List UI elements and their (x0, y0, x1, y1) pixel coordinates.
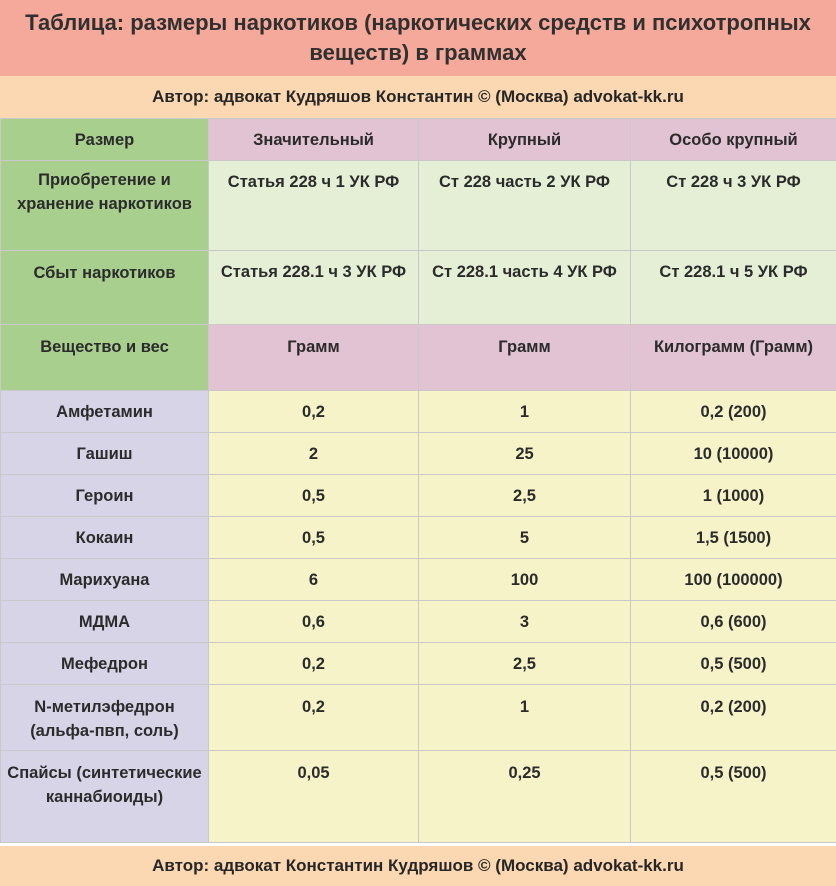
substance-name: МДМА (1, 601, 209, 643)
article-value: Ст 228.1 ч 5 УК РФ (631, 251, 836, 325)
article-value: Ст 228 ч 3 УК РФ (631, 161, 836, 251)
unit-value: Грамм (209, 325, 419, 391)
substance-value: 0,2 (209, 391, 419, 433)
header-significant: Значительный (209, 119, 419, 161)
unit-value: Грамм (419, 325, 631, 391)
substance-value: 5 (419, 517, 631, 559)
author-line-bottom: Автор: адвокат Константин Кудряшов © (Москва) advokat-kk.ru (0, 846, 836, 886)
substance-value: 25 (419, 433, 631, 475)
substance-name: Кокаин (1, 517, 209, 559)
substance-name: Спайсы (синтетические каннабиоиды) (1, 751, 209, 843)
substance-name: Марихуана (1, 559, 209, 601)
substance-value: 0,25 (419, 751, 631, 843)
substance-value: 0,2 (209, 685, 419, 751)
substance-value: 3 (419, 601, 631, 643)
header-row (1, 119, 836, 161)
article-label: Сбыт наркотиков (1, 251, 209, 325)
substance-name: Амфетамин (1, 391, 209, 433)
substance-value: 10 (10000) (631, 433, 836, 475)
substance-value: 0,6 (600) (631, 601, 836, 643)
substance-row (1, 433, 836, 475)
substance-value: 0,2 (209, 643, 419, 685)
substance-name: N-метилэфедрон (альфа-пвп, соль) (1, 685, 209, 751)
header-label: Размер (1, 119, 209, 161)
substance-row (1, 751, 836, 843)
substance-value: 2 (209, 433, 419, 475)
substance-value: 2,5 (419, 475, 631, 517)
substance-value: 0,6 (209, 601, 419, 643)
units-row (1, 325, 836, 391)
substance-value: 0,05 (209, 751, 419, 843)
substance-name: Героин (1, 475, 209, 517)
substance-row (1, 559, 836, 601)
substance-value: 1 (419, 391, 631, 433)
substance-value: 1 (419, 685, 631, 751)
substance-value: 0,2 (200) (631, 685, 836, 751)
article-label: Приобретение и хранение наркотиков (1, 161, 209, 251)
substance-row (1, 517, 836, 559)
substance-value: 0,5 (500) (631, 751, 836, 843)
drug-size-table (0, 118, 836, 843)
article-value: Ст 228.1 часть 4 УК РФ (419, 251, 631, 325)
article-row-sale (1, 251, 836, 325)
substance-value: 1 (1000) (631, 475, 836, 517)
substance-value: 0,5 (500) (631, 643, 836, 685)
units-label: Вещество и вес (1, 325, 209, 391)
page-title: Таблица: размеры наркотиков (наркотических средств и психотропных веществ) в граммах (0, 0, 836, 76)
substance-value: 6 (209, 559, 419, 601)
substance-value: 0,5 (209, 475, 419, 517)
substance-row (1, 601, 836, 643)
header-especially-large: Особо крупный (631, 119, 836, 161)
substance-value: 100 (100000) (631, 559, 836, 601)
substance-row (1, 475, 836, 517)
substance-value: 0,5 (209, 517, 419, 559)
substance-value: 100 (419, 559, 631, 601)
article-row-possession (1, 161, 836, 251)
substance-row (1, 685, 836, 751)
substance-value: 0,2 (200) (631, 391, 836, 433)
substance-name: Мефедрон (1, 643, 209, 685)
substance-value: 2,5 (419, 643, 631, 685)
substance-name: Гашиш (1, 433, 209, 475)
article-value: Статья 228 ч 1 УК РФ (209, 161, 419, 251)
article-value: Ст 228 часть 2 УК РФ (419, 161, 631, 251)
article-value: Статья 228.1 ч 3 УК РФ (209, 251, 419, 325)
substance-row (1, 391, 836, 433)
substance-row (1, 643, 836, 685)
author-line-top: Автор: адвокат Кудряшов Константин © (Москва) advokat-kk.ru (0, 76, 836, 118)
substance-value: 1,5 (1500) (631, 517, 836, 559)
unit-value: Килограмм (Грамм) (631, 325, 836, 391)
header-large: Крупный (419, 119, 631, 161)
